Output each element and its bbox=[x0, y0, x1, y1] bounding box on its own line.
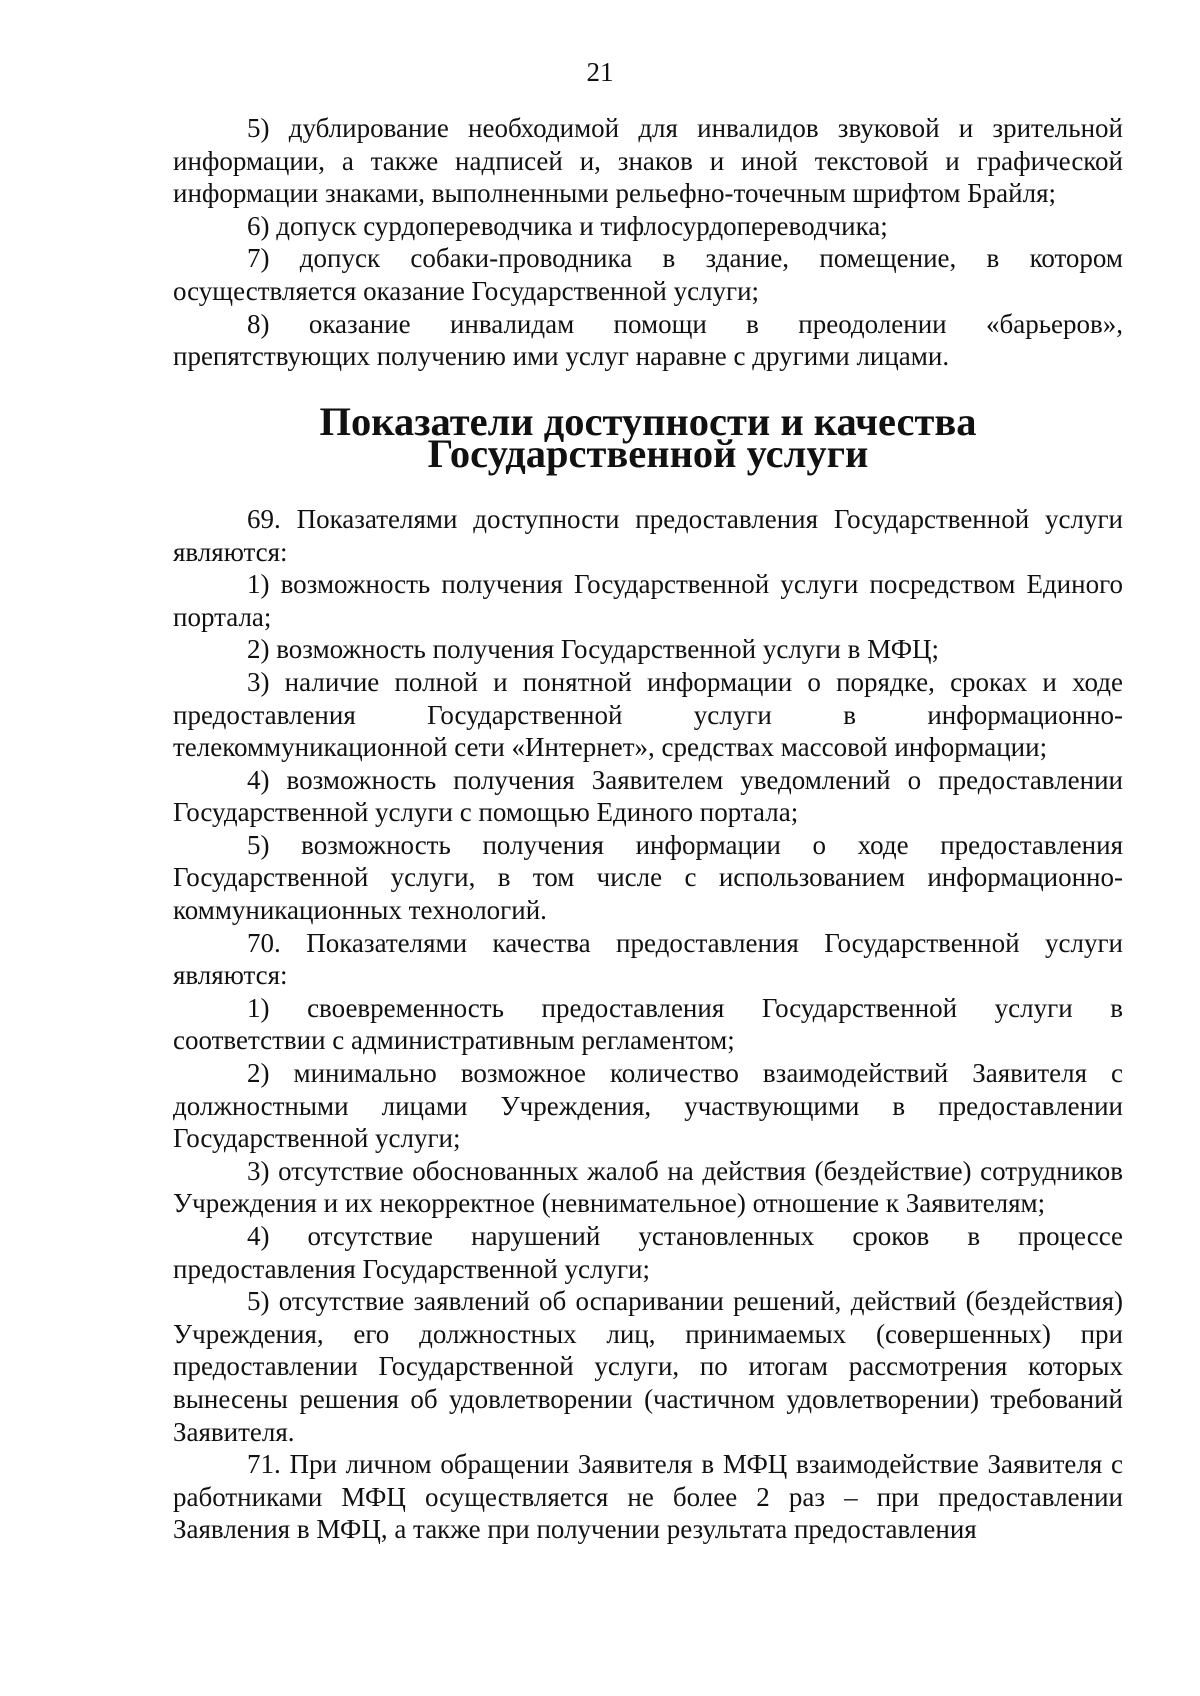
paragraph: 4) возможность получения Заявителем уведомлений о предоставлении Государственной услуги с помощью Единого портала; bbox=[173, 764, 1123, 828]
paragraph: 5) возможность получения информации о ходе предоставления Государственной услуги, в том числе с использованием информационно-коммуникационных технологий. bbox=[173, 829, 1123, 926]
paragraph: 3) наличие полной и понятной информации о порядке, сроках и ходе предоставления Государственной услуги в информационно-телекоммуникационной сети «Интернет», средствах массовой информации; bbox=[173, 666, 1123, 763]
paragraph: 8) оказание инвалидам помощи в преодолении «барьеров», препятствующих получению ими услуг наравне с другими лицами. bbox=[173, 308, 1123, 372]
paragraph: 69. Показателями доступности предоставления Государственной услуги являются: bbox=[173, 503, 1123, 567]
paragraph: 4) отсутствие нарушений установленных сроков в процессе предоставления Государственной услуги; bbox=[173, 1221, 1123, 1284]
section-heading: Показатели доступности и качества Государственной услуги bbox=[319, 398, 977, 477]
paragraph: 2) возможность получения Государственной услуги в МФЦ; bbox=[247, 634, 940, 665]
paragraph: 5) отсутствие заявлений об оспаривании решений, действий (бездействия) Учреждения, его должностных лиц, принимаемых (совершенных) при предоставлении Государственной услуги, по итогам рассмотрения которых вынесены решения об удовлетворении (частичном удовлетворении) требований Заявителя. bbox=[173, 1286, 1123, 1447]
paragraph: 5) дублирование необходимой для инвалидов звуковой и зрительной информации, а также надписей и, знаков и иной текстовой и графической информации знаками, выполненными рельефно-точечным шрифтом Брайля; bbox=[173, 113, 1123, 209]
paragraph: 2) минимально возможное количество взаимодействий Заявителя с должностными лицами Учреждения, участвующими в предоставлении Государственной услуги; bbox=[173, 1058, 1123, 1154]
paragraph: 7) допуск собаки-проводника в здание, помещение, в котором осуществляется оказание Государственной услуги; bbox=[173, 243, 1123, 306]
paragraph: 3) отсутствие обоснованных жалоб на действия (бездействие) сотрудников Учреждения и их некорректное (невнимательное) отношение к Заявителям; bbox=[173, 1155, 1123, 1219]
page-number: 21 bbox=[586, 57, 614, 87]
paragraph: 71. При личном обращении Заявителя в МФЦ взаимодействие Заявителя с работниками МФЦ осуществляется не более 2 раз – при предоставлении Заявления в МФЦ, а также при получении результата предоставления bbox=[173, 1449, 1123, 1545]
paragraph: 70. Показателями качества предоставления Государственной услуги являются: bbox=[173, 927, 1123, 991]
paragraph: 1) своевременность предоставления Государственной услуги в соответствии с административным регламентом; bbox=[173, 992, 1123, 1056]
paragraph: 1) возможность получения Государственной услуги посредством Единого портала; bbox=[173, 569, 1123, 632]
document-body bbox=[173, 112, 1123, 1546]
paragraph: 6) допуск сурдопереводчика и тифлосурдопереводчика; bbox=[247, 210, 888, 241]
